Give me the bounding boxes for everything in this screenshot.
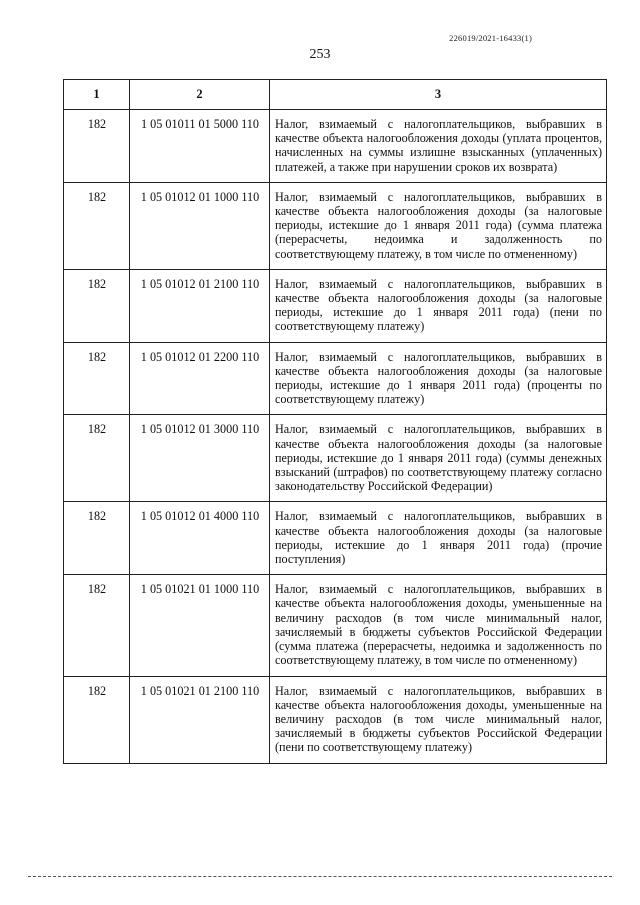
description-cell: Налог, взимаемый с налогоплательщиков, выбравших в качестве объекта налогообложения доходы (за налоговые периоды, истекшие до 1 января 2011 года) (прочие поступления) [270,502,607,575]
admin-code-cell: 182 [64,502,130,575]
table-row [64,575,607,676]
admin-code-cell: 182 [64,676,130,763]
budget-code-cell: 1 05 01012 01 3000 110 [130,415,270,502]
table-body [64,110,607,764]
document-id: 226019/2021-16433(1) [449,33,532,43]
table-row [64,676,607,763]
description-cell: Налог, взимаемый с налогоплательщиков, выбравших в качестве объекта налогообложения доходы, уменьшенные на величину расходов (в том числе минимальный налог, зачисляемый в бюджеты субъектов Российской Федерации (сумма платежа (перерасчеты, недоимка и задолженность по соответствующему платежу, в том числе по отмененному) [270,575,607,676]
table-row [64,110,607,183]
table-row [64,342,607,415]
budget-code-cell: 1 05 01012 01 1000 110 [130,182,270,269]
description-cell: Налог, взимаемый с налогоплательщиков, выбравших в качестве объекта налогообложения доходы (за налоговые периоды, истекшие до 1 января 2011 года) (суммы денежных взысканий (штрафов) по соответствующему платежу согласно законодательству Российской Федерации) [270,415,607,502]
table-row [64,182,607,269]
admin-code-cell: 182 [64,415,130,502]
column-header-1: 1 [64,80,130,110]
table-row [64,269,607,342]
description-cell: Налог, взимаемый с налогоплательщиков, выбравших в качестве объекта налогообложения доходы (за налоговые периоды, истекшие до 1 января 2011 года) (сумма платежа (перерасчеты, недоимка и задолженность по соответствующему платежу, в том числе по отмененному) [270,182,607,269]
admin-code-cell: 182 [64,342,130,415]
column-header-3: 3 [270,80,607,110]
header-row [64,80,607,110]
admin-code-cell: 182 [64,269,130,342]
budget-code-cell: 1 05 01021 01 1000 110 [130,575,270,676]
budget-code-cell: 1 05 01021 01 2100 110 [130,676,270,763]
description-cell: Налог, взимаемый с налогоплательщиков, выбравших в качестве объекта налогообложения доходы (за налоговые периоды, истекшие до 1 января 2011 года) (проценты по соответствующему платежу) [270,342,607,415]
admin-code-cell: 182 [64,182,130,269]
bottom-divider [28,876,612,877]
column-header-2: 2 [130,80,270,110]
description-cell: Налог, взимаемый с налогоплательщиков, выбравших в качестве объекта налогообложения доходы, уменьшенные на величину расходов (в том числе минимальный налог, зачисляемый в бюджеты субъектов Российской Федерации (пени по соответствующему платежу) [270,676,607,763]
admin-code-cell: 182 [64,575,130,676]
description-cell: Налог, взимаемый с налогоплательщиков, выбравших в качестве объекта налогообложения доходы (за налоговые периоды, истекшие до 1 января 2011 года) (пени по соответствующему платежу) [270,269,607,342]
table-header [64,80,607,110]
admin-code-cell: 182 [64,110,130,183]
budget-code-cell: 1 05 01011 01 5000 110 [130,110,270,183]
table-row [64,502,607,575]
budget-codes-table [63,79,607,764]
budget-code-cell: 1 05 01012 01 4000 110 [130,502,270,575]
table-row [64,415,607,502]
budget-code-cell: 1 05 01012 01 2200 110 [130,342,270,415]
description-cell: Налог, взимаемый с налогоплательщиков, выбравших в качестве объекта налогообложения доходы (уплата процентов, начисленных на суммы излишне взысканных (уплаченных) платежей, а также при нарушении сроков их возврата) [270,110,607,183]
page-number: 253 [309,47,331,62]
budget-code-cell: 1 05 01012 01 2100 110 [130,269,270,342]
